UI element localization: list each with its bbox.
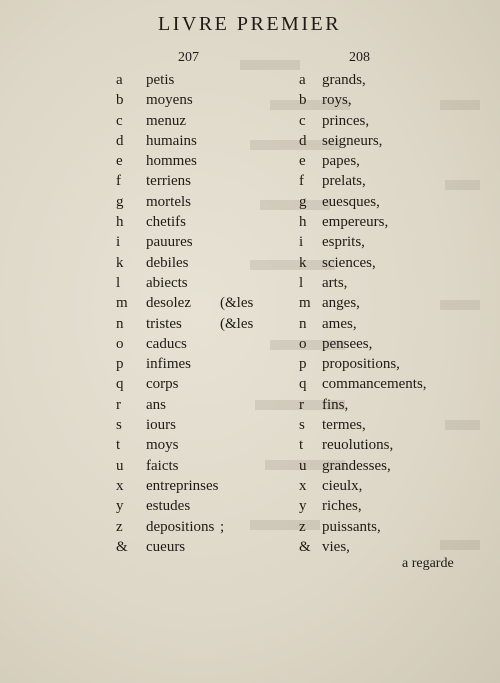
list-item bbox=[299, 212, 479, 232]
index-letter: f bbox=[299, 173, 304, 190]
index-word: moys bbox=[146, 437, 179, 454]
index-word: abiects bbox=[146, 274, 188, 291]
list-item bbox=[299, 90, 479, 110]
index-word: vies, bbox=[322, 538, 350, 555]
index-letter: & bbox=[299, 538, 311, 555]
index-letter: d bbox=[116, 132, 124, 149]
index-word: empereurs, bbox=[322, 214, 389, 231]
index-letter: x bbox=[299, 477, 307, 494]
index-letter: s bbox=[299, 417, 305, 434]
index-word: iours bbox=[146, 417, 176, 434]
list-item bbox=[116, 415, 296, 435]
index-word: euesques, bbox=[322, 193, 380, 210]
index-letter: o bbox=[299, 335, 307, 352]
index-letter: a bbox=[116, 72, 123, 88]
index-word: seigneurs, bbox=[322, 132, 383, 149]
list-item bbox=[116, 192, 296, 212]
list-item bbox=[299, 253, 479, 273]
index-letter: a bbox=[299, 72, 306, 88]
index-word: puissants, bbox=[322, 518, 381, 535]
list-item bbox=[299, 537, 479, 557]
index-letter: t bbox=[116, 437, 121, 454]
index-letter: x bbox=[116, 477, 124, 494]
index-word: propositions, bbox=[322, 356, 400, 373]
index-word: prelats, bbox=[322, 173, 366, 190]
index-letter: e bbox=[299, 153, 306, 170]
index-letter: b bbox=[116, 92, 124, 109]
index-word: anges, bbox=[322, 295, 360, 312]
index-letter: i bbox=[116, 234, 121, 251]
list-item bbox=[116, 395, 296, 415]
index-letter: f bbox=[116, 173, 121, 190]
index-letter: p bbox=[299, 356, 307, 373]
list-item bbox=[116, 334, 296, 354]
list-item bbox=[116, 70, 296, 90]
index-letter: d bbox=[299, 132, 307, 149]
list-item bbox=[116, 232, 296, 252]
list-item bbox=[116, 293, 296, 313]
list-item bbox=[116, 496, 296, 516]
right-word-list bbox=[299, 70, 479, 557]
list-item bbox=[116, 354, 296, 374]
index-letter: y bbox=[299, 498, 307, 515]
list-item bbox=[299, 131, 479, 151]
list-item bbox=[299, 395, 479, 415]
index-letter: e bbox=[116, 153, 123, 170]
index-annotation: (&les bbox=[220, 295, 254, 312]
index-word: entreprinses bbox=[146, 477, 219, 494]
index-word: caducs bbox=[146, 335, 187, 352]
index-letter: t bbox=[299, 437, 304, 454]
index-word: depositions bbox=[146, 518, 215, 535]
index-word: petis bbox=[146, 72, 175, 88]
index-letter: c bbox=[299, 112, 306, 129]
list-item bbox=[299, 273, 479, 293]
list-item bbox=[299, 151, 479, 171]
index-letter: o bbox=[116, 335, 124, 352]
index-word: fins, bbox=[322, 396, 349, 413]
index-letter: n bbox=[299, 315, 307, 332]
index-word: pauures bbox=[146, 234, 193, 251]
list-item bbox=[299, 415, 479, 435]
index-word: reuolutions, bbox=[322, 437, 394, 454]
list-item bbox=[299, 232, 479, 252]
index-word: hommes bbox=[146, 153, 197, 170]
index-word: roys, bbox=[322, 92, 352, 109]
index-letter: u bbox=[116, 457, 124, 474]
index-word: humains bbox=[146, 132, 197, 149]
page-number-right: 208 bbox=[349, 50, 370, 65]
index-annotation: (&les bbox=[220, 315, 254, 332]
list-item bbox=[299, 192, 479, 212]
index-letter: l bbox=[116, 274, 121, 291]
index-annotation: ; bbox=[220, 518, 225, 535]
index-word: tristes bbox=[146, 315, 182, 332]
index-word: termes, bbox=[322, 417, 366, 434]
index-letter: k bbox=[299, 254, 307, 271]
index-word: princes, bbox=[322, 112, 370, 129]
index-letter: g bbox=[116, 193, 124, 210]
list-item bbox=[116, 273, 296, 293]
index-letter: m bbox=[116, 295, 128, 312]
list-item bbox=[116, 314, 296, 334]
index-word: cieulx, bbox=[322, 477, 363, 494]
index-letter: & bbox=[116, 538, 128, 555]
list-item bbox=[299, 476, 479, 496]
index-word: moyens bbox=[146, 92, 193, 109]
list-item bbox=[299, 70, 479, 90]
index-word: chetifs bbox=[146, 214, 186, 231]
index-word: commancements, bbox=[322, 376, 427, 393]
list-item bbox=[116, 171, 296, 191]
list-item bbox=[299, 354, 479, 374]
page-number-left: 207 bbox=[178, 50, 199, 65]
list-item bbox=[299, 334, 479, 354]
list-item bbox=[299, 456, 479, 476]
index-word: cueurs bbox=[146, 538, 186, 555]
index-word: terriens bbox=[146, 173, 191, 190]
list-item bbox=[299, 314, 479, 334]
index-word: grandesses, bbox=[322, 457, 391, 474]
index-word: ans bbox=[146, 396, 166, 413]
list-item bbox=[299, 435, 479, 455]
list-item bbox=[299, 517, 479, 537]
list-item bbox=[299, 496, 479, 516]
running-head: LIVRE PREMIER bbox=[158, 13, 342, 35]
index-letter: u bbox=[299, 457, 307, 474]
index-letter: r bbox=[299, 396, 304, 413]
list-item bbox=[116, 435, 296, 455]
index-word: corps bbox=[146, 376, 179, 393]
list-item bbox=[116, 456, 296, 476]
index-word: esprits, bbox=[322, 234, 365, 251]
index-word: faicts bbox=[146, 457, 179, 474]
index-word: estudes bbox=[146, 498, 191, 515]
catchword: a regarde bbox=[402, 556, 454, 571]
index-letter: m bbox=[299, 295, 311, 312]
index-word: desolez bbox=[146, 295, 191, 312]
index-letter: g bbox=[299, 193, 307, 210]
index-word: debiles bbox=[146, 254, 189, 271]
list-item bbox=[299, 171, 479, 191]
index-word: grands, bbox=[322, 72, 366, 88]
index-letter: z bbox=[299, 518, 306, 535]
index-word: infimes bbox=[146, 356, 191, 373]
list-item bbox=[299, 293, 479, 313]
index-letter: q bbox=[116, 376, 124, 393]
index-word: papes, bbox=[322, 153, 360, 170]
list-item bbox=[116, 374, 296, 394]
list-item bbox=[116, 131, 296, 151]
index-letter: h bbox=[116, 214, 124, 231]
index-word: pensees, bbox=[322, 335, 373, 352]
index-letter: p bbox=[116, 356, 124, 373]
index-letter: c bbox=[116, 112, 123, 129]
index-letter: z bbox=[116, 518, 123, 535]
list-item bbox=[116, 517, 296, 537]
index-word: arts, bbox=[322, 274, 348, 291]
list-item bbox=[116, 111, 296, 131]
index-letter: k bbox=[116, 254, 124, 271]
left-word-list bbox=[116, 70, 296, 557]
index-letter: i bbox=[299, 234, 304, 251]
index-letter: n bbox=[116, 315, 124, 332]
list-item bbox=[116, 476, 296, 496]
index-word: riches, bbox=[322, 498, 362, 515]
index-letter: q bbox=[299, 376, 307, 393]
index-word: menuz bbox=[146, 112, 186, 129]
index-word: mortels bbox=[146, 193, 191, 210]
index-letter: s bbox=[116, 417, 122, 434]
list-item bbox=[116, 151, 296, 171]
list-item bbox=[299, 111, 479, 131]
list-item bbox=[116, 90, 296, 110]
index-letter: h bbox=[299, 214, 307, 231]
index-word: ames, bbox=[322, 315, 357, 332]
index-letter: l bbox=[299, 274, 304, 291]
list-item bbox=[299, 374, 479, 394]
list-item bbox=[116, 537, 296, 557]
index-letter: b bbox=[299, 92, 307, 109]
index-letter: r bbox=[116, 396, 121, 413]
list-item bbox=[116, 212, 296, 232]
list-item bbox=[116, 253, 296, 273]
index-word: sciences, bbox=[322, 254, 376, 271]
index-letter: y bbox=[116, 498, 124, 515]
